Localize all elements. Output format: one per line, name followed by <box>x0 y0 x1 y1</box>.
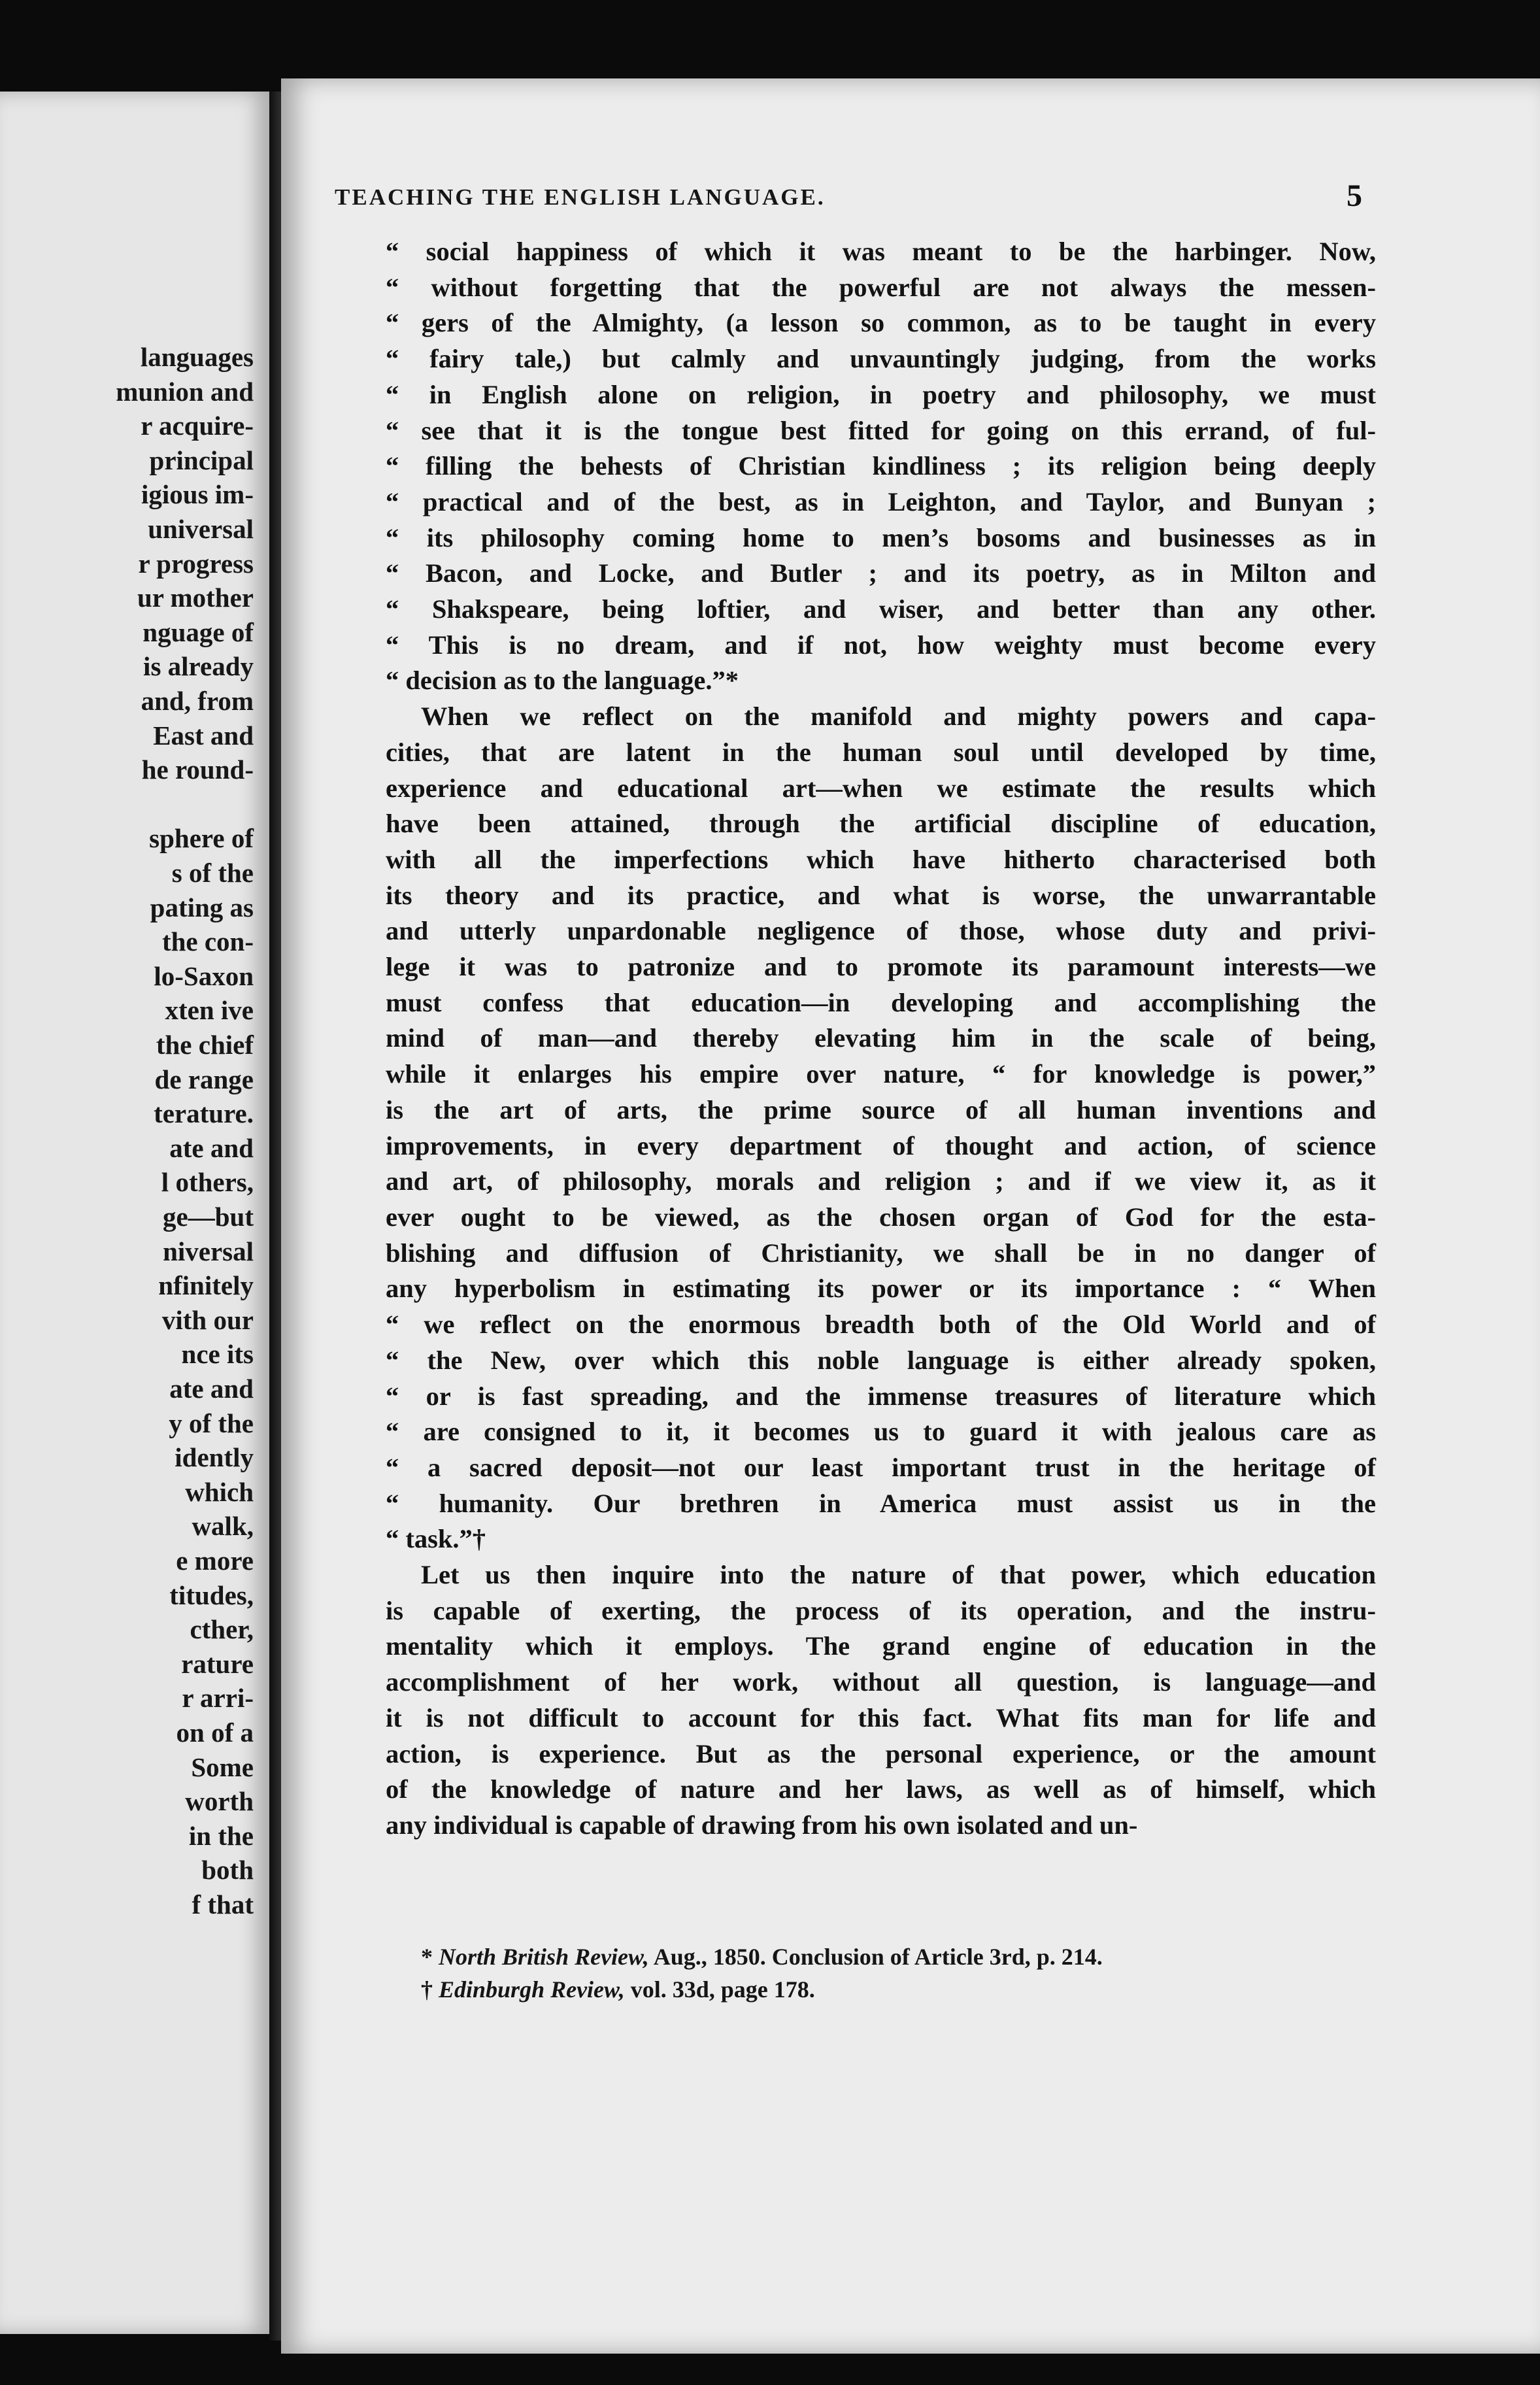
text-line: any individual is capable of drawing from his own isolated and un- <box>386 1810 1138 1840</box>
text-line: and utterly unpardonable negligence of those, whose duty and privi- <box>386 916 1376 946</box>
left-page-line: he round- <box>141 754 254 785</box>
left-page-line: r acquire- <box>141 411 254 441</box>
footnote-2-source: Edinburgh Review, <box>439 1976 625 2003</box>
left-page-line: Some <box>191 1751 254 1782</box>
left-page-line: rature <box>181 1648 254 1679</box>
left-page-line: l others, <box>161 1167 254 1198</box>
text-line: with all the imperfections which have hitherto characterised both <box>386 844 1376 874</box>
footnote-1-source: North British Review, <box>439 1944 649 1970</box>
text-line: “ without forgetting that the powerful are not always the messen- <box>386 272 1376 302</box>
text-line: “ This is no dream, and if not, how weighty must become every <box>386 630 1376 660</box>
left-page-line: lo-Saxon <box>154 960 254 991</box>
text-line: any hyperbolism in estimating its power or its importance : “ When <box>386 1274 1376 1304</box>
text-line: “ Shakspeare, being loftier, and wiser, and better than any other. <box>386 594 1376 624</box>
left-page-line: ge—but <box>163 1202 254 1232</box>
text-line: action, is experience. But as the personal experience, or the amount <box>386 1738 1376 1768</box>
quotation-paragraph <box>386 234 1376 699</box>
left-page-line: r arri- <box>182 1683 254 1714</box>
left-page-line: both <box>201 1855 254 1886</box>
text-line: blishing and diffusion of Christianity, we shall be in no danger of <box>386 1238 1376 1268</box>
left-page-line: y of the <box>169 1408 254 1438</box>
paragraph-3 <box>386 1557 1376 1844</box>
text-line: ever ought to be viewed, as the chosen organ of God for the esta- <box>386 1202 1376 1232</box>
body-text <box>386 234 1376 1844</box>
left-page-line: in the <box>188 1820 254 1851</box>
left-page-line: the chief <box>156 1030 254 1060</box>
text-line: experience and educational art—when we estimate the results which <box>386 773 1376 803</box>
left-page-fragment <box>0 92 269 2334</box>
left-page-line: sphere of <box>149 823 254 854</box>
left-page-line: ur mother <box>137 583 254 613</box>
text-line: When we reflect on the manifold and mighty powers and capa- <box>421 702 1376 732</box>
text-line: “ in English alone on religion, in poetry and philosophy, we must <box>386 379 1376 409</box>
text-line: mind of man—and thereby elevating him in the scale of being, <box>386 1023 1376 1053</box>
text-line: have been attained, through the artificial discipline of education, <box>386 809 1376 839</box>
text-line: is the art of arts, the prime source of all human inventions and <box>386 1094 1376 1125</box>
left-page-line: universal <box>148 514 254 544</box>
left-page-line: on of a <box>176 1717 254 1748</box>
left-page-line: s of the <box>171 858 254 888</box>
left-page-line: the con- <box>161 926 254 957</box>
text-line: “ decision as to the language.”* <box>386 666 739 696</box>
text-line: and art, of philosophy, morals and religion ; and if we view it, as it <box>386 1166 1376 1196</box>
text-line: accomplishment of her work, without all question, is language—and <box>386 1667 1376 1697</box>
left-page-line: f that <box>192 1889 254 1920</box>
text-line: “ the New, over which this noble language is either already spoken, <box>386 1345 1376 1375</box>
page-number: 5 <box>1347 178 1362 213</box>
left-page-line: titudes, <box>169 1580 254 1610</box>
footnote-2-mark: † <box>421 1976 439 2003</box>
left-page-line: East and <box>153 720 254 751</box>
text-line: “ gers of the Almighty, (a lesson so common, as to be taught in every <box>386 308 1376 338</box>
left-page-line: languages <box>140 342 254 372</box>
running-title: TEACHING THE ENGLISH LANGUAGE. <box>335 184 826 210</box>
text-line: “ see that it is the tongue best fitted for going on this errand, of ful- <box>386 415 1376 445</box>
text-line: of the knowledge of nature and her laws, as well as of himself, which <box>386 1774 1376 1804</box>
text-line: “ we reflect on the enormous breadth both of the Old World and of <box>386 1310 1376 1340</box>
text-line: “ a sacred deposit—not our least important trust in the heritage of <box>386 1452 1376 1482</box>
left-page-line: cther, <box>190 1614 254 1645</box>
left-page-line: munion and <box>116 376 254 407</box>
left-page-line: terature. <box>154 1098 254 1129</box>
footnote-1 <box>386 1940 1376 1973</box>
left-page-line: igious im- <box>141 479 254 510</box>
text-line: “ Bacon, and Locke, and Butler ; and its poetry, as in Milton and <box>386 558 1376 588</box>
text-line: “ are consigned to it, it becomes us to guard it with jealous care as <box>386 1417 1376 1447</box>
left-page-line: nce its <box>181 1339 254 1370</box>
left-page-line: worth <box>185 1786 254 1817</box>
left-page-line: de range <box>154 1064 254 1094</box>
left-page-line: nguage of <box>142 617 254 647</box>
text-line: must confess that education—in developing and accomplishing the <box>386 987 1376 1017</box>
left-page-line: and, from <box>141 686 254 716</box>
text-line: mentality which it employs. The grand engine of education in the <box>386 1631 1376 1661</box>
left-page-line: principal <box>149 445 254 475</box>
text-line: it is not difficult to account for this fact. What fits man for life and <box>386 1702 1376 1733</box>
text-line: “ task.”† <box>386 1524 486 1554</box>
left-page-line: pating as <box>150 892 254 922</box>
text-line: its theory and its practice, and what is worse, the unwarrantable <box>386 880 1376 910</box>
left-page-line: walk, <box>192 1511 254 1542</box>
text-line: lege it was to patronize and to promote its paramount interests—we <box>386 952 1376 982</box>
text-line: “ its philosophy coming home to men’s bosoms and businesses as in <box>386 522 1376 552</box>
text-line: improvements, in every department of thought and action, of science <box>386 1130 1376 1160</box>
left-page-line: which <box>185 1476 254 1507</box>
footnote-1-text: Aug., 1850. Conclusion of Article 3rd, p. 214. <box>648 1944 1103 1970</box>
left-page-line: xten ive <box>165 995 254 1026</box>
left-page-line: r progress <box>138 548 254 579</box>
text-line: “ social happiness of which it was meant to be the harbinger. Now, <box>386 237 1376 266</box>
left-page-line: is already <box>143 651 254 682</box>
footnote-2 <box>386 1973 1376 2006</box>
left-page-line: niversal <box>163 1236 254 1266</box>
text-line: is capable of exerting, the process of its operation, and the instru- <box>386 1595 1376 1625</box>
text-line: while it enlarges his empire over nature, “ for knowledge is power,” <box>386 1059 1376 1089</box>
text-line: “ filling the behests of Christian kindliness ; its religion being deeply <box>386 451 1376 481</box>
text-line: “ humanity. Our brethren in America must assist us in the <box>386 1488 1376 1518</box>
left-page-line: vith our <box>161 1304 254 1335</box>
footnotes <box>386 1940 1376 2006</box>
left-page-line: e more <box>176 1546 254 1576</box>
footnote-1-mark: * <box>421 1944 439 1970</box>
text-line: cities, that are latent in the human soul until developed by time, <box>386 737 1376 767</box>
left-page-line: nfinitely <box>158 1270 254 1301</box>
text-line: Let us then inquire into the nature of that power, which education <box>421 1560 1376 1590</box>
text-line: “ practical and of the best, as in Leighton, and Taylor, and Bunyan ; <box>386 486 1376 516</box>
paragraph-2 <box>386 699 1376 1557</box>
left-page-line: ate and <box>169 1374 254 1404</box>
left-page-line: ate and <box>169 1132 254 1163</box>
footnote-2-text: vol. 33d, page 178. <box>624 1976 815 2003</box>
left-page-line: idently <box>175 1442 254 1473</box>
text-line: “ fairy tale,) but calmly and unvauntingly judging, from the works <box>386 344 1376 374</box>
text-line: “ or is fast spreading, and the immense treasures of literature which <box>386 1381 1376 1411</box>
